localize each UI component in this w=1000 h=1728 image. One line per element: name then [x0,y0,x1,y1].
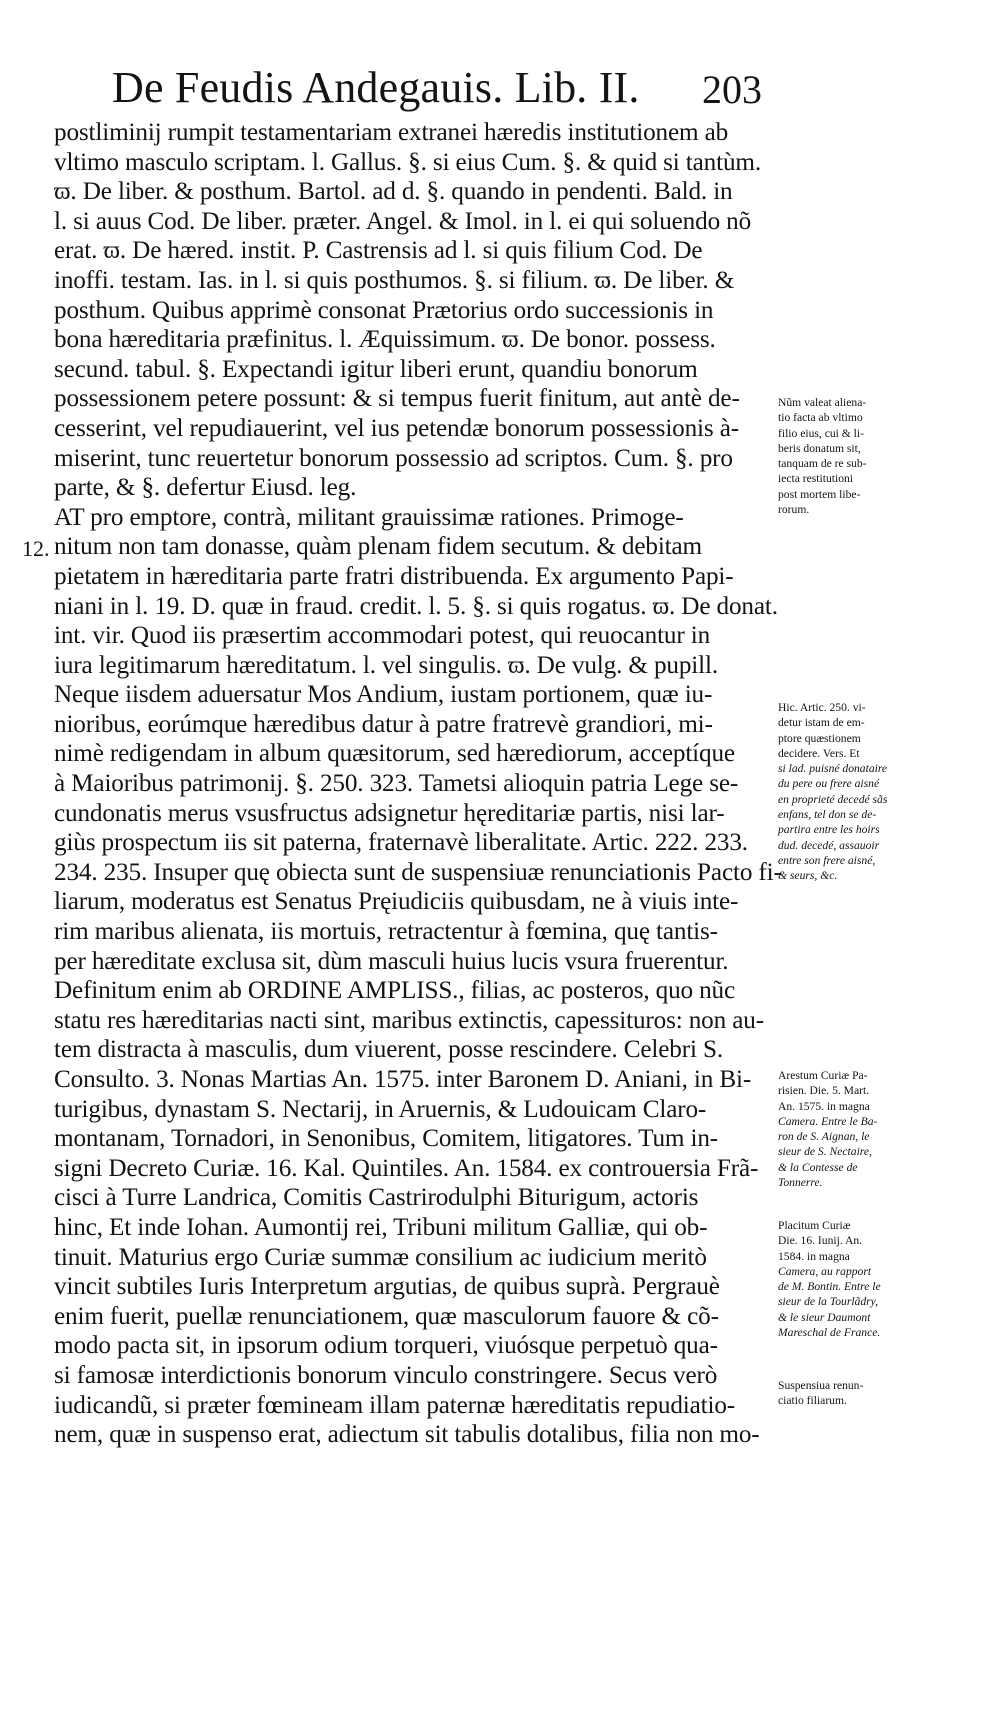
text-line: postliminij rumpit testamentariam extranei hæredis institutionem ab [54,119,729,146]
note-line: iecta restitutioni [778,472,854,486]
text-line: hinc, Et inde Iohan. Aumontij rei, Tribuni militum Galliæ, qui ob- [54,1213,708,1241]
note-line: & la Contesse de [778,1160,858,1174]
text-line: tem distracta à masculis, dum viuerent, posse rescindere. Celebri S. [54,1036,723,1064]
note-line: Tonnerre. [778,1176,823,1190]
text-line: nioribus, eorúmque hæredibus datur à patre fratrevè grandiori, mi- [54,710,713,738]
text-line: signi Decreto Curiæ. 16. Kal. Quintiles. An. 1584. ex controuersia Frã- [54,1154,759,1182]
note-line: en proprieté decedé sãs [778,792,888,806]
note-line: dud. decedé, assauoir [778,838,880,852]
text-line: vincit subtiles Iuris Interpretum argutias, de quibus suprà. Pergrauè [54,1273,720,1301]
text-line: Consulto. 3. Nonas Martias An. 1575. inter Baronem D. Aniani, in Bi- [54,1066,752,1093]
text-line: l. si auus Cod. De liber. præter. Angel. & Imol. in l. ei qui soluendo nõ [54,207,752,235]
text-line: iudicandũ, si præter fœmineam illam paternæ hæreditatis repudiatio- [54,1391,736,1419]
note-line: entre son frere aisné, [778,853,876,867]
text-line: turigibus, dynastam S. Nectarij, in Aruernis, & Ludouicam Claro- [54,1095,707,1123]
text-line: rim maribus alienata, iis mortuis, retractentur à fœmina, quę tantis- [54,918,718,946]
text-line: tinuit. Maturius ergo Curiæ summæ consilium ac iudicium meritò [54,1243,707,1271]
note-line: tanquam de re sub- [778,457,867,471]
text-line: nem, quæ in suspenso erat, adiectum sit tabulis dotalibus, filia non mo- [54,1421,760,1449]
text-line: possessionem petere possunt: & si tempus fuerit finitum, aut antè de- [54,385,740,413]
note-line: 1584. in magna [778,1249,850,1263]
note-line: Mareschal de France. [778,1326,881,1340]
main-text-block [54,118,782,1450]
text-line: bona hæreditaria præfinitus. l. Æquissimum. ϖ. De bonor. possess. [54,326,716,354]
note-line: beris donatum sit, [778,441,861,455]
note-line: Die. 16. Iunij. An. [778,1234,863,1248]
text-line: si famosæ interdictionis bonorum vinculo constringere. Secus verò [54,1361,718,1389]
margin-note-suspensiva [778,1378,914,1409]
note-line: Hic. Artic. 250. vi- [778,701,866,714]
margin-note-arestum [778,1068,914,1190]
note-line: du pere ou frere aisné [778,777,880,791]
text-line: à Maioribus patrimonij. §. 250. 323. Tametsi alioquin patria Lege se- [54,770,739,798]
text-line: pietatem in hæreditaria parte fratri distribuenda. Ex argumento Papi- [54,562,734,590]
note-line: detur istam de em- [778,716,865,730]
note-line: & seurs, &c. [778,869,838,883]
running-title: De Feudis Andegauis. Lib. II. [112,63,640,112]
text-line: Neque iisdem aduersatur Mos Andium, iustam portionem, quæ iu- [54,681,713,709]
page-number: 203 [702,67,762,112]
note-line: Arestum Curiæ Pa- [778,1069,868,1082]
text-line: modo pacta sit, in ipsorum odium torqueri, viuósque perpetuò qua- [54,1332,718,1360]
note-line: sieur de la Tourlãdry, [778,1295,879,1309]
text-line: cundonatis merus vsusfructus adsignetur hęreditariæ partis, nisi lar- [54,799,725,827]
note-line: ptore quæstionem [778,731,861,745]
note-line: Camera, au rapport [778,1264,872,1278]
note-line: risien. Die. 5. Mart. [778,1084,870,1098]
margin-note-placitum [778,1218,914,1340]
text-line: parte, & §. defertur Eiusd. leg. [54,474,357,502]
note-line: Nũm valeat aliena- [778,396,867,409]
text-line: 234. 235. Insuper quę obiecta sunt de suspensiuæ renunciationis Pacto fi- [54,858,782,886]
text-line: erat. ϖ. De hæred. instit. P. Castrensis ad l. si quis filium Cod. De [54,237,703,265]
text-line: vltimo masculo scriptam. l. Gallus. §. si eius Cum. §. & quid si tantùm. [54,148,762,176]
section-number: 12. [22,536,50,561]
note-line: ron de S. Aignan, le [778,1130,870,1144]
text-line: montanam, Tornadori, in Senonibus, Comitem, litigatores. Tum in- [54,1125,719,1153]
text-line: posthum. Quibus apprimè consonat Prætorius ordo successionis in [54,296,714,324]
note-line: Camera. Entre le Ba- [778,1114,878,1128]
running-header [112,58,762,118]
text-line: liarum, moderatus est Senatus Pręiudiciis quibusdam, ne à viuis inte- [54,888,739,916]
note-line: Suspensiua renun- [778,1379,864,1392]
note-line: decidere. Vers. Et [778,746,860,760]
note-line: filio eius, cui & li- [778,426,864,440]
text-line: enim fuerit, puellæ renunciationem, quæ masculorum fauore & cõ- [54,1302,719,1330]
text-line: int. vir. Quod iis præsertim accommodari potest, qui reuocantur in [54,622,711,650]
note-line: enfans, tel don se de- [778,808,877,822]
note-line: An. 1575. in magna [778,1099,870,1113]
note-line: tio facta ab vltimo [778,411,863,425]
note-line: ciatio filiarum. [778,1394,847,1408]
text-line: giùs prospectum iis sit paterna, fraternavè liberalitate. Artic. 222. 233. [54,829,748,857]
margin-note-article-250 [778,700,914,884]
text-line: nitum non tam donasse, quàm plenam fidem secutum. & debitam [54,533,702,561]
text-line: cisci à Turre Landrica, Comitis Castrirodulphi Biturigum, actoris [54,1184,699,1212]
margin-note-alienation [778,395,914,517]
note-line: de M. Bontin. Entre le [778,1280,881,1294]
text-line: inoffi. testam. Ias. in l. si quis posthumos. §. si filium. ϖ. De liber. & [54,266,735,294]
text-line: cesserint, vel repudiauerint, vel ius petendæ bonorum possessionis à- [54,414,739,442]
text-line: nimè redigendam in album quæsitorum, sed hærediorum, acceptíque [54,740,735,768]
note-line: sieur de S. Nectaire, [778,1145,872,1159]
text-line: per hæreditate exclusa sit, dùm masculi huius lucis vsura fruerentur. [54,947,729,975]
text-line: iura legitimarum hæreditatum. l. vel singulis. ϖ. De vulg. & pupill. [54,651,718,679]
text-line: Definitum enim ab ORDINE AMPLISS., filias, ac posteros, quo nũc [54,977,736,1005]
text-line: statu res hæreditarias nacti sint, maribus extinctis, capessituros: non au- [54,1006,764,1034]
note-line: rorum. [778,503,810,517]
note-line: post mortem libe- [778,487,861,501]
text-line: secund. tabul. §. Expectandi igitur liberi erunt, quandiu bonorum [54,355,698,383]
text-line: miserint, tunc reuertetur bonorum possessio ad scriptos. Cum. §. pro [54,444,733,472]
note-line: si lad. puisné donataire [778,762,888,776]
note-line: partira entre les hoirs [778,823,880,837]
note-line: Placitum Curiæ [778,1219,851,1232]
text-line: ϖ. De liber. & posthum. Bartol. ad d. §. quando in pendenti. Bald. in [54,178,733,206]
text-line: niani in l. 19. D. quæ in fraud. credit. l. 5. §. si quis rogatus. ϖ. De donat. [54,592,778,620]
note-line: & le sieur Daumont [778,1310,871,1324]
text-line: AT pro emptore, contrà, militant grauissimæ rationes. Primoge- [54,503,684,531]
